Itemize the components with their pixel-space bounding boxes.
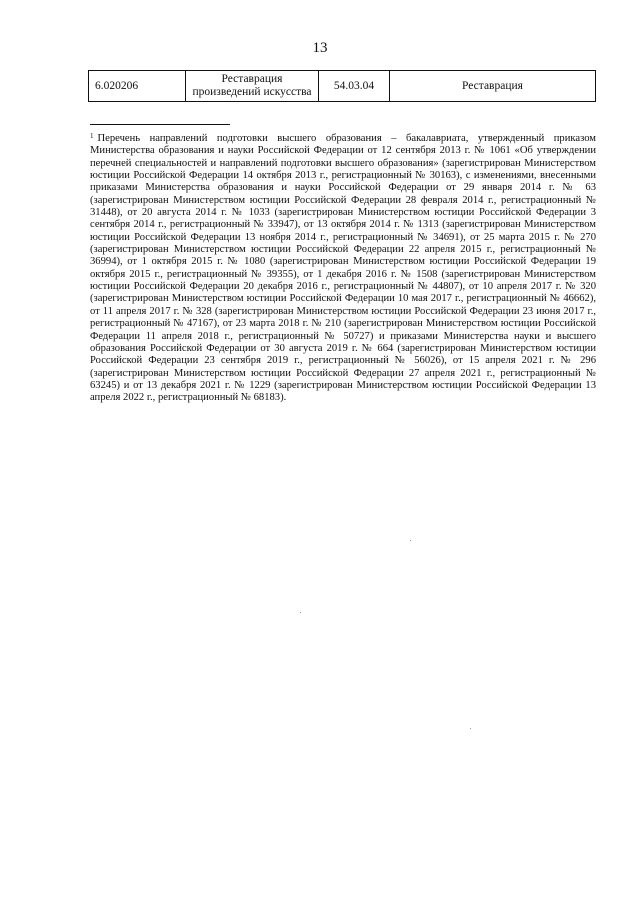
footnote	[90, 130, 596, 405]
scan-speck	[470, 728, 471, 729]
footnote-marker: 1	[90, 132, 94, 140]
specialty-name-line-2: произведений искусства	[192, 86, 312, 98]
direction-code-cell: 54.03.04	[319, 71, 390, 102]
specialty-name-cell	[186, 71, 319, 102]
specialty-name-line-1: Реставрация	[221, 73, 283, 85]
footnote-separator	[90, 124, 230, 125]
scan-speck	[410, 540, 411, 541]
direction-name-cell: Реставрация	[390, 71, 596, 102]
specialty-code-cell: 6.020206	[89, 71, 186, 102]
scan-speck	[300, 612, 301, 613]
specialty-table	[88, 70, 596, 102]
footnote-text: Перечень направлений подготовки высшего образования – бакалавриата, утвержденный приказом Министерства образования и науки Российской Федерации от 12 сентября 2013 г. № 1061 «Об утверждении перечней специальностей и направлений подготовки высшего образования» (зарегистрирован Министерством юстиции Российской Федерации 14 октября 2013 г., регистрационный № 30163), с изменениями, внесенными приказами Министерства образования и науки Российской Федерации от 29 января 2014 г. № 63 (зарегистрирован Министерством юстиции Российской Федерации 28 февраля 2014 г., регистрационный № 31448), от 20 августа 2014 г. № 1033 (зарегистрирован Министерством юстиции Российской Федерации 3 сентября 2014 г., регистрационный № 33947), от 13 октября 2014 г. № 1313 (зарегистрирован Министерством юстиции Российской Федерации 13 ноября 2014 г., регистрационный № 34691), от 25 марта 2015 г. № 270 (зарегистрирован Министерством юстиции Российской Федерации 22 апреля 2015 г., регистрационный № 36994), от 1 октября 2015 г. № 1080 (зарегистрирован Министерством юстиции Российской Федерации 19 октября 2015 г., регистрационный № 39355), от 1 декабря 2016 г. № 1508 (зарегистрирован Министерством юстиции Российской Федерации 20 декабря 2016 г., регистрационный № 44807), от 10 апреля 2017 г. № 320 (зарегистрирован Министерством юстиции Российской Федерации 10 мая 2017 г., регистрационный № 46662), от 11 апреля 2017 г. № 328 (зарегистрирован Министерством юстиции Российской Федерации 23 июня 2017 г., регистрационный № 47167), от 23 марта 2018 г. № 210 (зарегистрирован Министерством юстиции Российской Федерации 11 апреля 2018 г., регистрационный № 50727) и приказами Министерства науки и высшего образования Российской Федерации от 30 августа 2019 г. № 664 (зарегистрирован Министерством юстиции Российской Федерации 23 сентября 2019 г., регистрационный № 56026), от 15 апреля 2021 г. № 296 (зарегистрирован Министерством юстиции Российской Федерации 27 апреля 2021 г., регистрационный № 63245) и от 13 декабря 2021 г. № 1229 (зарегистрирован Министерством юстиции Российской Федерации 13 апреля 2022 г., регистрационный № 68183).	[90, 133, 596, 404]
table-row	[89, 71, 596, 102]
page-number: 13	[312, 40, 328, 56]
